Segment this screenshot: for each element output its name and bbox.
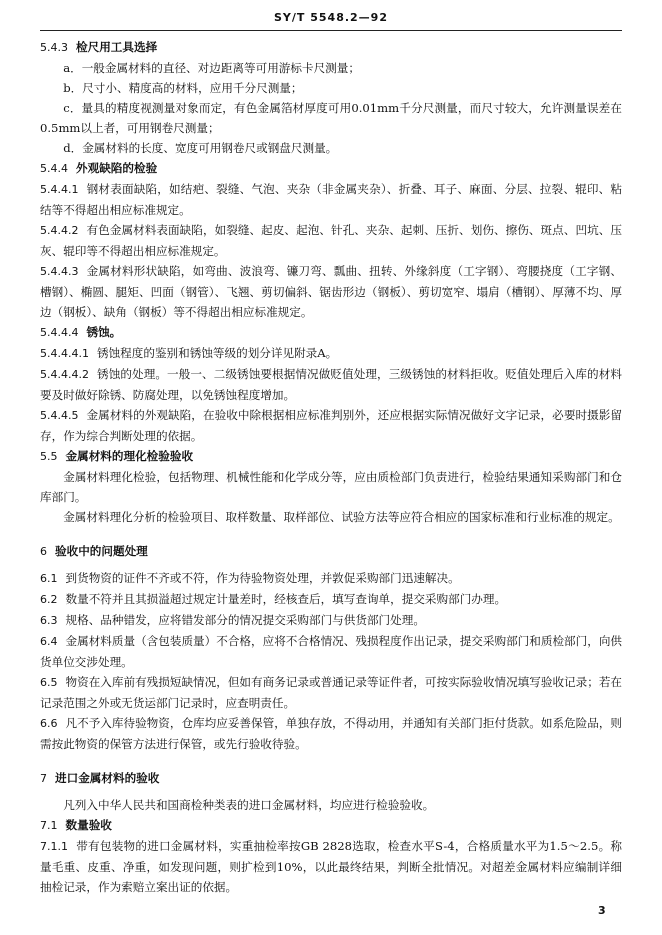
section-number: 6 — [40, 545, 47, 558]
section-6-heading — [40, 541, 622, 562]
clause-text: 钢材表面缺陷，如结疤、裂缝、气泡、夹杂（非金属夹杂）、折叠、耳子、麻面、分层、拉裂、辊印、粘结等不得超出相应标准规定。 — [40, 182, 622, 217]
clause-text: 物资在入库前有残损短缺情况，但如有商务记录或普通记录等证件者，可按实际验收情况填写验收记录；若在记录范围之外或无货运部门记录时，应查明责任。 — [40, 675, 623, 710]
section-7-heading — [40, 768, 622, 789]
clause-text: 锈蚀程度的鉴别和锈蚀等级的划分详见附录A。 — [96, 346, 338, 360]
clause-number: 5.4.4.5 — [40, 409, 79, 422]
clause-5-4-4-1 — [40, 179, 622, 220]
standard-code-header: SY/T 5548.2—92 — [274, 11, 388, 24]
clause-6-5 — [40, 672, 622, 713]
clause-number: 5.4.4.2 — [40, 224, 79, 237]
clause-number: 5.4.4.3 — [40, 265, 79, 278]
document-body — [40, 37, 622, 897]
clause-number: 5.4.4 — [40, 162, 68, 175]
section-7-para: 凡列入中华人民共和国商检种类表的进口金属材料，均应进行检验验收。 — [63, 798, 435, 812]
clause-title: 外观缺陷的检验 — [76, 161, 158, 175]
clause-text: 带有包装物的进口金属材料，实重抽检率按GB 2828选取，检查水平S-4，合格质量水平为1.5～2.5。称量毛重、皮重、净重，如发现问题，则扩检到10%，以此最终结果，判断全批情况。对超差金属材料应编制详细抽检记录，作为索赔立案出证的依据。 — [40, 839, 622, 894]
clause-5-5-para-1: 金属材料理化检验，包括物理、机械性能和化学成分等，应由质检部门负责进行，检验结果通知采购部门和仓库部门。 — [40, 470, 622, 504]
clause-number: 5.4.4.4 — [40, 326, 79, 339]
clause-number: 5.4.3 — [40, 41, 68, 54]
item-c: c．量具的精度视测量对象而定，有色金属箔材厚度可用0.01mm千分尺测量，而尺寸较大，允许测量误差在0.5mm以上者，可用钢卷尺测量； — [40, 101, 622, 135]
clause-number: 6.6 — [40, 717, 58, 730]
clause-number: 5.5 — [40, 450, 58, 463]
clause-5-4-4-2 — [40, 220, 622, 261]
clause-5-4-4-5 — [40, 405, 622, 446]
clause-6-6 — [40, 713, 622, 754]
clause-5-4-4-4-2 — [40, 364, 622, 405]
item-d: d．金属材料的长度、宽度可用钢卷尺或钢盘尺测量。 — [63, 141, 338, 155]
clause-text: 有色金属材料表面缺陷，如裂缝、起皮、起泡、针孔、夹杂、起刺、压折、划伤、擦伤、斑点、凹坑、压灰、辊印等不得超出相应标准规定。 — [40, 223, 622, 258]
clause-number: 5.4.4.4.2 — [40, 368, 89, 381]
clause-title: 检尺用工具选择 — [76, 40, 158, 54]
clause-number: 5.4.4.1 — [40, 183, 79, 196]
clause-6-1 — [40, 568, 622, 589]
section-number: 7 — [40, 772, 47, 785]
clause-5-4-3-heading — [40, 37, 622, 58]
clause-number: 5.4.4.4.1 — [40, 347, 89, 360]
clause-5-4-4-4-1 — [40, 343, 622, 364]
clause-7-1-heading — [40, 815, 622, 836]
clause-text: 金属材料质量（含包装质量）不合格，应将不合格情况、残损程度作出记录，提交采购部门和质检部门，向供货单位交涉处理。 — [40, 634, 623, 669]
clause-number: 7.1.1 — [40, 840, 68, 853]
clause-text: 金属材料形状缺陷，如弯曲、波浪弯、镰刀弯、瓢曲、扭转、外缘斜度（工字钢）、弯腰挠度（工字钢、槽钢）、椭圆、腿矩、凹面（钢管）、飞翘、剪切偏斜、锯齿形边（钢板）、剪切宽窄、塌肩（槽钢）、厚薄不均、厚边（钢板）、缺角（钢板）等不得超出相应标准规定。 — [40, 264, 622, 319]
item-a: a．一般金属材料的直径、对边距离等可用游标卡尺测量； — [63, 61, 360, 75]
clause-number: 6.3 — [40, 614, 58, 627]
clause-title: 金属材料的理化检验验收 — [65, 449, 194, 463]
clause-text: 到货物资的证件不齐或不符，作为待验物资处理，并敦促采购部门迅速解决。 — [65, 571, 460, 585]
clause-6-3 — [40, 610, 622, 631]
clause-6-2 — [40, 589, 622, 610]
clause-text: 凡不予入库待验物资，仓库均应妥善保管，单独存放，不得动用，并通知有关部门拒付货款。如系危险品，则需按此物资的保管方法进行保管，或先行验收待验。 — [40, 716, 623, 751]
clause-number: 6.2 — [40, 593, 58, 606]
clause-6-4 — [40, 631, 622, 672]
clause-title: 锈蚀。 — [86, 325, 122, 339]
clause-5-4-4-4 — [40, 322, 622, 343]
clause-number: 6.1 — [40, 572, 58, 585]
clause-text: 金属材料的外观缺陷，在验收中除根据相应标准判别外，还应根据实际情况做好文字记录，必要时摄影留存，作为综合判断处理的依据。 — [40, 408, 622, 443]
section-title: 验收中的问题处理 — [55, 544, 148, 558]
clause-5-4-4-3 — [40, 261, 622, 322]
clause-text: 锈蚀的处理。一般一、二级锈蚀要根据情况做贬值处理，三级锈蚀的材料拒收。贬值处理后入库的材料要及时做好除锈、防腐处理，以免锈蚀程度增加。 — [40, 367, 622, 402]
clause-5-5-heading — [40, 446, 622, 467]
clause-title: 数量验收 — [65, 818, 112, 832]
item-b: b．尺寸小、精度高的材料，应用千分尺测量； — [63, 81, 303, 95]
clause-number: 6.4 — [40, 635, 58, 648]
clause-number: 7.1 — [40, 819, 58, 832]
section-title: 进口金属材料的验收 — [55, 771, 160, 785]
clause-number: 6.5 — [40, 676, 58, 689]
clause-5-4-4-heading — [40, 158, 622, 179]
clause-5-5-para-2: 金属材料理化分析的检验项目、取样数量、取样部位、试验方法等应符合相应的国家标准和行业标准的规定。 — [63, 510, 620, 524]
clause-text: 数量不符并且其损溢超过规定计量差时，经核查后，填写查询单，提交采购部门办理。 — [65, 592, 507, 606]
header-rule — [40, 30, 622, 31]
clause-text: 规格、品种错发，应将错发部分的情况提交采购部门与供货部门处理。 — [65, 613, 425, 627]
clause-7-1-1 — [40, 836, 622, 897]
page-number: 3 — [598, 904, 606, 917]
